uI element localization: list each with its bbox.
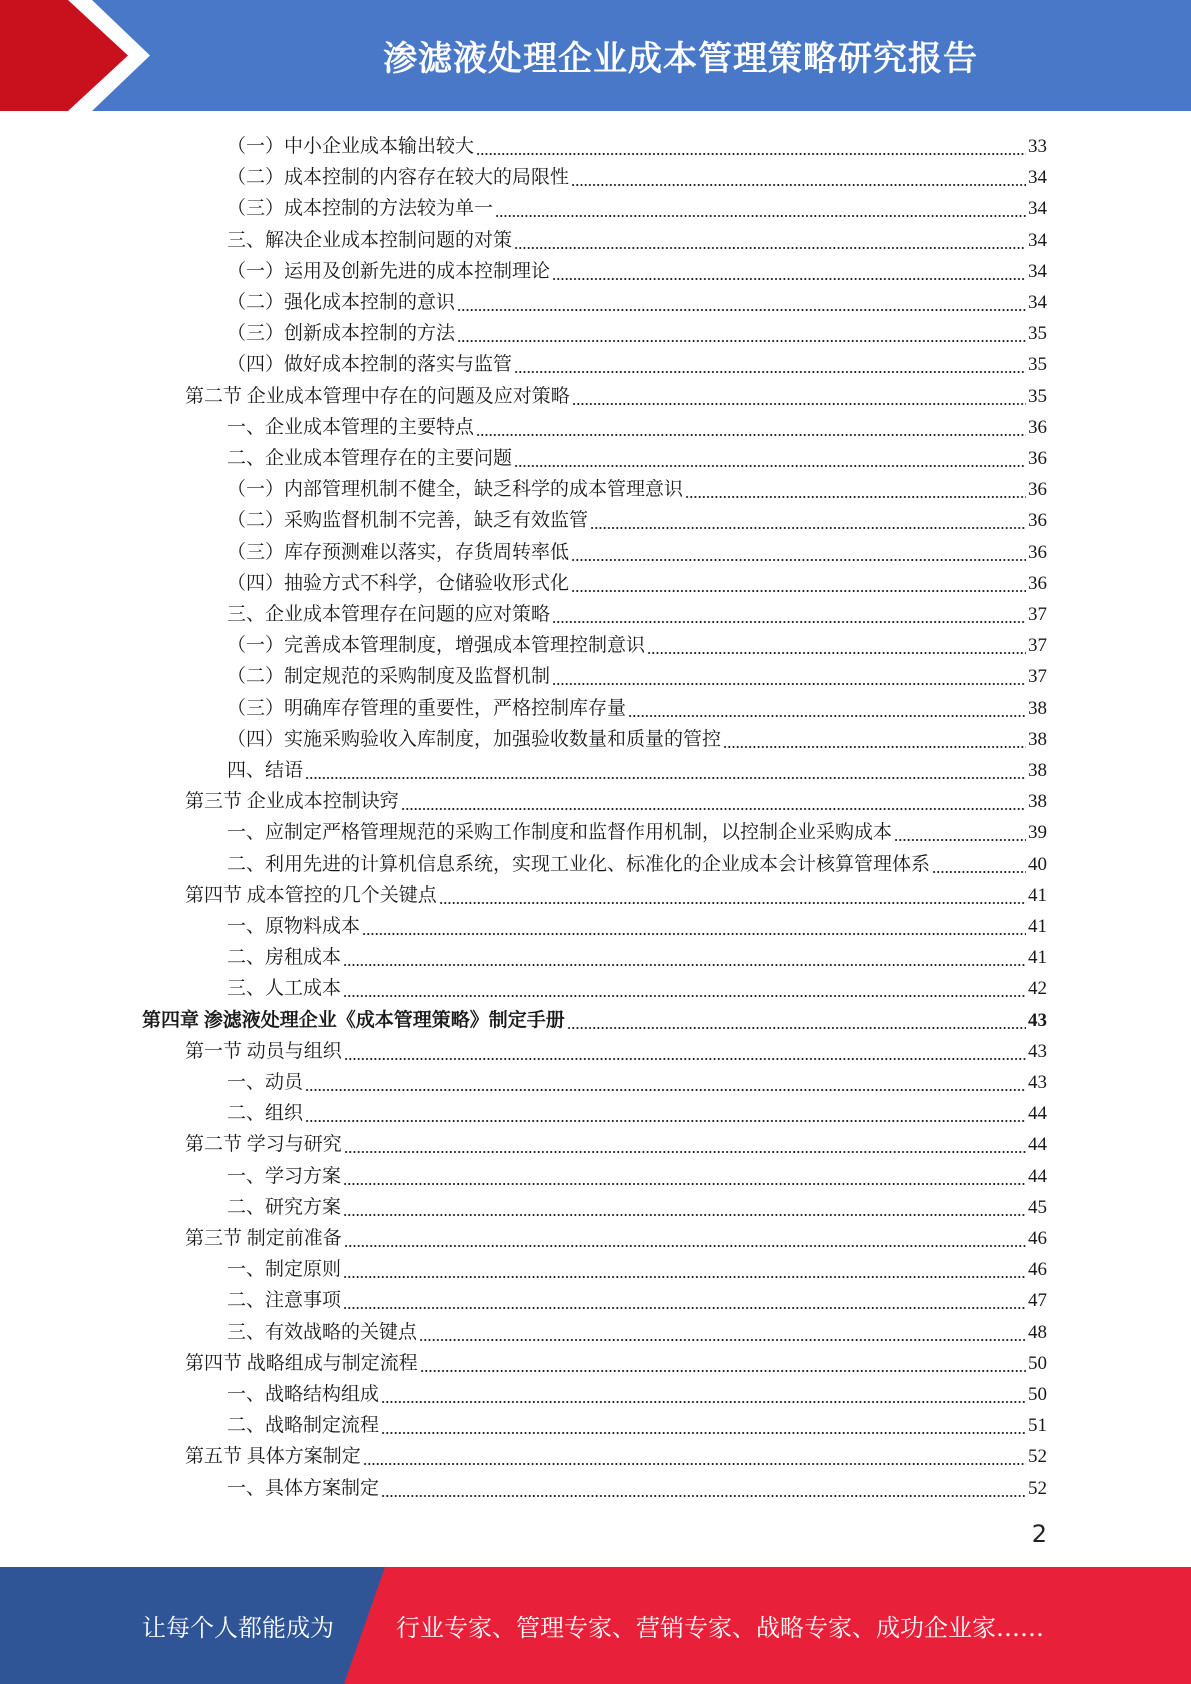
toc-dot-leader (647, 649, 1026, 655)
toc-entry[interactable] (185, 1438, 1047, 1469)
toc-entry-title: （四）抽验方式不科学，仓储验收形式化 (227, 572, 570, 594)
toc-dot-leader (476, 431, 1026, 437)
footer-band (0, 1567, 1191, 1684)
toc-entry-title: （三）库存预测难以落实，存货周转率低 (227, 541, 570, 563)
toc-entry-title: 三、企业成本管理存在问题的应对策略 (227, 604, 551, 625)
toc-entry-page: 44 (1028, 1165, 1047, 1187)
toc-dot-leader (552, 618, 1026, 624)
toc-entry-title: 三、有效战略的关键点 (227, 1321, 418, 1343)
toc-entry-title: 一、动员 (227, 1072, 304, 1093)
toc-dot-leader (343, 1304, 1026, 1310)
toc-entry-page: 41 (1028, 916, 1047, 937)
toc-entry-title: （二）成本控制的内容存在较大的局限性 (227, 167, 570, 189)
toc-dot-leader (723, 743, 1026, 749)
toc-entry-page: 50 (1028, 1384, 1047, 1405)
toc-entry-page: 35 (1028, 385, 1047, 407)
toc-entry[interactable] (227, 190, 1047, 221)
toc-dot-leader (476, 150, 1026, 156)
toc-entry[interactable] (227, 222, 1047, 253)
toc-dot-leader (571, 181, 1026, 187)
toc-dot-leader (343, 1273, 1026, 1279)
toc-entry-title: 二、研究方案 (227, 1196, 342, 1218)
toc-entry[interactable] (142, 1002, 1047, 1033)
toc-entry-title: 二、组织 (227, 1103, 304, 1125)
toc-dot-leader (495, 212, 1026, 218)
toc-entry-page: 43 (1028, 1009, 1047, 1031)
toc-dot-leader (343, 1180, 1026, 1186)
toc-entry[interactable] (185, 1345, 1047, 1376)
toc-dot-leader (571, 556, 1026, 562)
toc-entry-page: 36 (1028, 448, 1047, 469)
toc-entry[interactable] (227, 1376, 1047, 1407)
toc-dot-leader (305, 774, 1026, 780)
toc-entry-title: （三）成本控制的方法较为单一 (227, 198, 494, 220)
toc-entry-page: 43 (1028, 1072, 1047, 1093)
toc-dot-leader (381, 1398, 1026, 1404)
toc-dot-leader (567, 1024, 1026, 1030)
toc-dot-leader (514, 244, 1026, 250)
toc-entry[interactable] (185, 877, 1047, 908)
toc-dot-leader (457, 306, 1026, 312)
toc-entry-title: 第一节 动员与组织 (185, 1040, 342, 1062)
toc-entry[interactable] (227, 1064, 1047, 1095)
toc-entry[interactable] (227, 159, 1047, 190)
toc-entry-page: 36 (1028, 416, 1047, 438)
toc-entry-page: 36 (1028, 510, 1047, 532)
toc-entry-title: （一）完善成本管理制度，增强成本管理控制意识 (227, 635, 646, 657)
toc-entry[interactable] (227, 502, 1047, 533)
toc-entry[interactable] (227, 128, 1047, 159)
toc-entry-page: 41 (1028, 947, 1047, 969)
toc-entry[interactable] (185, 783, 1047, 814)
toc-entry-title: 一、原物料成本 (227, 916, 361, 937)
toc-entry-title: （三）创新成本控制的方法 (227, 323, 456, 345)
toc-dot-leader (420, 1367, 1026, 1373)
toc-entry-page: 38 (1028, 697, 1047, 719)
toc-entry-title: 一、具体方案制定 (227, 1477, 380, 1499)
toc-dot-leader (590, 524, 1026, 530)
toc-entry[interactable] (227, 409, 1047, 440)
toc-dot-leader (894, 836, 1026, 842)
toc-entry[interactable] (185, 1220, 1047, 1251)
footer-slogan-right: 行业专家、管理专家、营销专家、战略专家、成功企业家…… (396, 1614, 1044, 1642)
toc-entry-title: 第四节 成本管控的几个关键点 (185, 884, 437, 906)
toc-entry-page: 35 (1028, 323, 1047, 345)
toc-dot-leader (932, 868, 1026, 874)
toc-entry-page: 34 (1028, 292, 1047, 313)
toc-entry-page: 43 (1028, 1040, 1047, 1062)
toc-dot-leader (305, 1086, 1026, 1092)
toc-dot-leader (419, 1336, 1026, 1342)
toc-entry-page: 46 (1028, 1228, 1047, 1249)
toc-dot-leader (343, 1211, 1026, 1217)
toc-entry[interactable] (185, 378, 1047, 409)
toc-dot-leader (457, 337, 1026, 343)
toc-entry[interactable] (227, 752, 1047, 783)
toc-entry[interactable] (227, 596, 1047, 627)
toc-dot-leader (439, 899, 1026, 905)
toc-entry-title: 一、制定原则 (227, 1259, 342, 1281)
toc-entry-title: 第二节 学习与研究 (185, 1134, 342, 1156)
toc-dot-leader (381, 1492, 1026, 1498)
header-arrow-icon (0, 0, 160, 111)
toc-entry-page: 37 (1028, 635, 1047, 657)
toc-entry[interactable] (227, 846, 1047, 877)
toc-dot-leader (572, 400, 1026, 406)
toc-entry-title: 二、注意事项 (227, 1290, 342, 1312)
toc-entry[interactable] (227, 565, 1047, 596)
toc-entry-page: 34 (1028, 167, 1047, 189)
header-band (0, 0, 1191, 111)
toc-entry[interactable] (227, 1251, 1047, 1282)
toc-entry-title: 第四节 战略组成与制定流程 (185, 1352, 418, 1374)
toc-entry[interactable] (227, 690, 1047, 721)
toc-dot-leader (685, 493, 1026, 499)
toc-entry-title: （四）实施采购验收入库制度，加强验收数量和质量的管控 (227, 728, 722, 750)
toc-entry-page: 44 (1028, 1134, 1047, 1156)
toc-entry-title: 第三节 制定前准备 (185, 1228, 342, 1249)
toc-entry-page: 34 (1028, 198, 1047, 220)
toc-entry-page: 52 (1028, 1477, 1047, 1499)
toc-dot-leader (305, 1117, 1026, 1123)
toc-entry[interactable] (227, 1407, 1047, 1438)
toc-entry[interactable] (227, 1314, 1047, 1345)
toc-entry[interactable] (227, 440, 1047, 471)
toc-entry-title: 一、战略结构组成 (227, 1384, 380, 1405)
toc-entry[interactable] (227, 1470, 1047, 1501)
toc-entry-title: （一）运用及创新先进的成本控制理论 (227, 260, 551, 282)
toc-entry[interactable] (227, 970, 1047, 1001)
toc-entry-page: 39 (1028, 822, 1047, 844)
toc-dot-leader (344, 1242, 1026, 1248)
toc-dot-leader (344, 1148, 1026, 1154)
toc-entry[interactable] (227, 908, 1047, 939)
toc-entry-title: 二、房租成本 (227, 947, 342, 969)
toc-entry[interactable] (227, 939, 1047, 970)
toc-entry-title: 二、企业成本管理存在的主要问题 (227, 448, 513, 469)
toc-dot-leader (362, 930, 1026, 936)
toc-entry-title: （三）明确库存管理的重要性，严格控制库存量 (227, 697, 627, 719)
toc-entry-page: 36 (1028, 479, 1047, 501)
toc-entry-title: 一、应制定严格管理规范的采购工作制度和监督作用机制，以控制企业采购成本 (227, 822, 893, 844)
toc-entry-page: 37 (1028, 666, 1047, 688)
toc-entry-page: 38 (1028, 728, 1047, 750)
toc-entry-page: 47 (1028, 1290, 1047, 1312)
toc-entry-page: 37 (1028, 604, 1047, 625)
toc-entry[interactable] (227, 315, 1047, 346)
toc-dot-leader (628, 712, 1026, 718)
toc-entry-page: 42 (1028, 978, 1047, 1000)
toc-entry-title: 三、解决企业成本控制问题的对策 (227, 229, 513, 251)
toc-entry-page: 52 (1028, 1446, 1047, 1468)
toc-entry[interactable] (227, 1282, 1047, 1313)
toc-dot-leader (343, 992, 1026, 998)
toc-entry[interactable] (185, 1033, 1047, 1064)
toc-entry-page: 45 (1028, 1196, 1047, 1218)
page-number: 2 (1031, 1520, 1047, 1548)
toc-entry[interactable] (227, 471, 1047, 502)
toc-entry-title: 四、结语 (227, 760, 304, 781)
toc-dot-leader (343, 961, 1026, 967)
toc-entry-title: （四）做好成本控制的落实与监管 (227, 354, 513, 376)
toc-entry-page: 41 (1028, 884, 1047, 906)
toc-entry-page: 35 (1028, 354, 1047, 376)
toc-entry[interactable] (227, 284, 1047, 315)
toc-entry[interactable] (227, 346, 1047, 377)
toc-entry-page: 36 (1028, 572, 1047, 594)
toc-dot-leader (552, 275, 1026, 281)
toc-entry[interactable] (227, 658, 1047, 689)
toc-entry-page: 38 (1028, 760, 1047, 781)
toc-dot-leader (363, 1460, 1026, 1466)
toc-entry[interactable] (227, 1158, 1047, 1189)
toc-entry[interactable] (185, 1126, 1047, 1157)
toc-dot-leader (381, 1429, 1026, 1435)
toc-entry-page: 46 (1028, 1259, 1047, 1281)
toc-entry-title: 三、人工成本 (227, 978, 342, 1000)
toc-entry-title: （一）中小企业成本输出较大 (227, 136, 475, 157)
toc-entry[interactable] (227, 253, 1047, 284)
toc-entry-page: 34 (1028, 260, 1047, 282)
toc-entry-page: 38 (1028, 791, 1047, 813)
toc-entry-page: 36 (1028, 541, 1047, 563)
toc-entry-page: 44 (1028, 1103, 1047, 1125)
toc-entry-title: 第三节 企业成本控制诀窍 (185, 791, 399, 813)
toc-entry[interactable] (227, 814, 1047, 845)
toc-entry-title: 第五节 具体方案制定 (185, 1446, 361, 1468)
toc-entry-page: 40 (1028, 853, 1047, 875)
toc-entry-title: 一、企业成本管理的主要特点 (227, 416, 475, 438)
toc-entry-title: （二）强化成本控制的意识 (227, 292, 456, 313)
toc-entry[interactable] (227, 627, 1047, 658)
toc-dot-leader (571, 587, 1026, 593)
toc-dot-leader (514, 368, 1026, 374)
toc-entry[interactable] (227, 721, 1047, 752)
toc-dot-leader (514, 462, 1026, 468)
toc-entry-page: 50 (1028, 1352, 1047, 1374)
toc-dot-leader (401, 805, 1026, 811)
toc-entry-title: （一）内部管理机制不健全，缺乏科学的成本管理意识 (227, 479, 684, 501)
toc-entry-page: 48 (1028, 1321, 1047, 1343)
toc-entry-title: 第二节 企业成本管理中存在的问题及应对策略 (185, 385, 570, 407)
toc-entry[interactable] (227, 534, 1047, 565)
toc-entry-title: （二）采购监督机制不完善，缺乏有效监管 (227, 510, 589, 532)
toc-entry-title: 一、学习方案 (227, 1165, 342, 1187)
toc-entry-title: 二、战略制定流程 (227, 1415, 380, 1437)
document-title: 渗滤液处理企业成本管理策略研究报告 (383, 39, 978, 79)
toc-entry-page: 51 (1028, 1415, 1047, 1437)
toc-entry-title: 第四章 渗滤液处理企业《成本管理策略》制定手册 (142, 1009, 565, 1031)
toc-entry[interactable] (227, 1189, 1047, 1220)
toc-entry-title: 二、利用先进的计算机信息系统，实现工业化、标准化的企业成本会计核算管理体系 (227, 853, 931, 875)
toc-entry-title: （二）制定规范的采购制度及监督机制 (227, 666, 551, 688)
toc-entry[interactable] (227, 1095, 1047, 1126)
toc-dot-leader (344, 1055, 1026, 1061)
toc-dot-leader (552, 680, 1026, 686)
toc-entry-page: 34 (1028, 229, 1047, 251)
toc-entry-page: 33 (1028, 136, 1047, 157)
footer-slogan-left: 让每个人都能成为 (142, 1614, 334, 1642)
